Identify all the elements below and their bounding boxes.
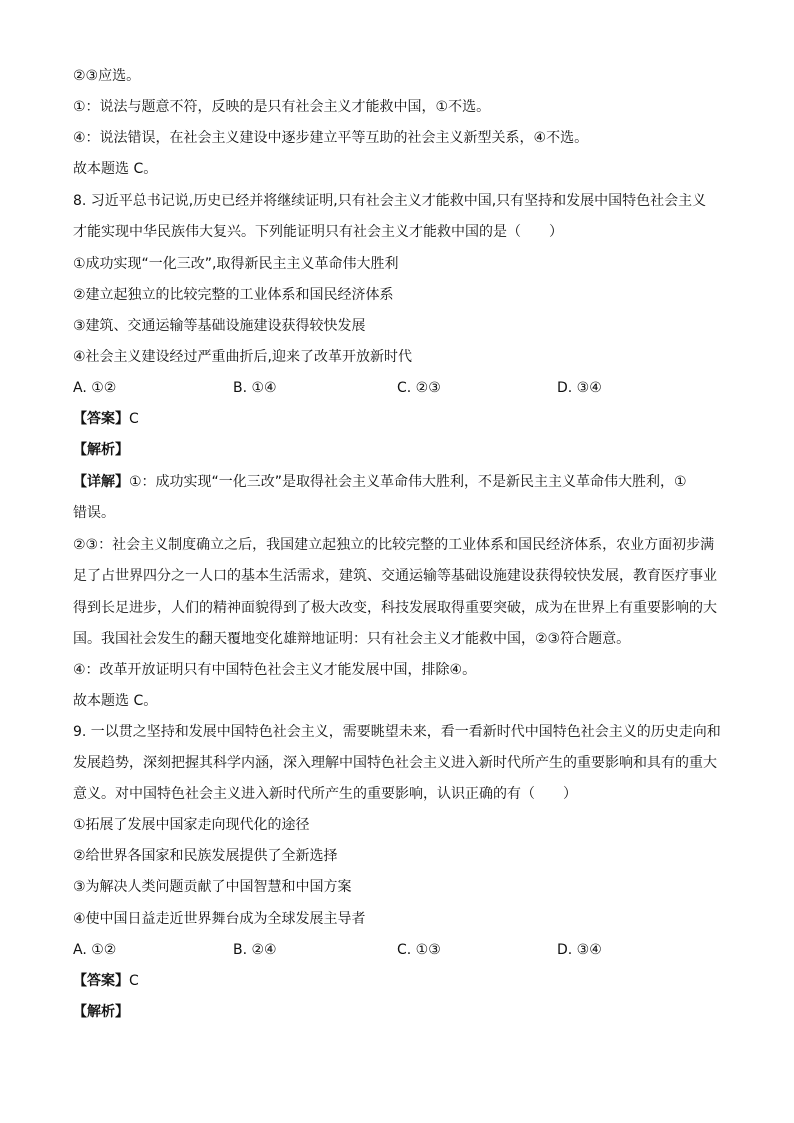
q8-stem-line-2: 才能实现中华民族伟大复兴。下列能证明只有社会主义才能救中国的是（ ） <box>73 224 563 240</box>
q8-answer-line <box>73 409 139 429</box>
q8-detail-line-5: 得到长足进步，人们的精神面貌得到了极大改变，科技发展取得重要突破，成为在世界上有重要影响的大 <box>73 600 717 616</box>
q9-stem-line-3: 意义。对中国特色社会主义进入新时代所产生的重要影响，认识正确的有（ ） <box>73 786 577 802</box>
prev-note-1: ①：说法与题意不符，反映的是只有社会主义才能救中国，①不选。 <box>73 99 491 115</box>
prev-note-4: ④：说法错误，在社会主义建设中逐步建立平等互助的社会主义新型关系，④不选。 <box>73 130 589 146</box>
q8-detail-line-8: 故本题选 C。 <box>73 693 158 709</box>
q8-item-2: ②建立起独立的比较完整的工业体系和国民经济体系 <box>73 287 394 303</box>
q9-item-4: ④使中国日益走近世界舞台成为全球发展主导者 <box>73 911 366 927</box>
q8-detail-tag: 【详解】 <box>73 474 129 490</box>
q9-answer-line <box>73 971 139 991</box>
q8-detail-line-2: 错误。 <box>73 505 115 521</box>
q8-detail-line-7: ④：改革开放证明只有中国特色社会主义才能发展中国，排除④。 <box>73 662 477 678</box>
q9-option-d: D. ③④ <box>557 942 602 958</box>
q8-item-3: ③建筑、交通运输等基础设施建设获得较快发展 <box>73 318 366 334</box>
prev-answer-line: 故本题选 C。 <box>73 161 158 177</box>
q9-option-a: A. ①② <box>73 942 117 958</box>
q8-detail-line-1 <box>73 472 687 492</box>
q9-stem-line-1: 9. 一以贯之坚持和发展中国特色社会主义，需要眺望未来，看一看新时代中国特色社会主义的历史走向和 <box>73 724 721 740</box>
prev-conclusion: ②③应选。 <box>73 68 141 84</box>
q8-detail-text-1: ①：成功实现“一化三改”是取得社会主义革命伟大胜利，不是新民主主义革命伟大胜利，① <box>129 474 687 490</box>
q9-option-b: B. ②④ <box>233 942 277 958</box>
q8-item-4: ④社会主义建设经过严重曲折后,迎来了改革开放新时代 <box>73 349 412 365</box>
q8-item-1: ①成功实现“一化三改”,取得新民主主义革命伟大胜利 <box>73 256 399 272</box>
q8-detail-line-6: 国。我国社会发生的翻天覆地变化雄辩地证明：只有社会主义才能救中国，②③符合题意。 <box>73 631 631 647</box>
q8-answer-tag: 【答案】 <box>73 411 129 427</box>
q8-option-b: B. ①④ <box>233 380 277 396</box>
q8-answer-value: C <box>129 411 139 427</box>
q8-option-d: D. ③④ <box>557 380 602 396</box>
q8-option-c: C. ②③ <box>397 380 441 396</box>
q9-stem-line-2: 发展趋势，深刻把握其科学内涵，深入理解中国特色社会主义进入新时代所产生的重要影响和具有的重大 <box>73 755 717 771</box>
q8-analysis-tag: 【解析】 <box>73 442 129 458</box>
q9-option-c: C. ①③ <box>397 942 441 958</box>
q8-detail-line-4: 足了占世界四分之一人口的基本生活需求，建筑、交通运输等基础设施建设获得较快发展，教育医疗事业 <box>73 568 717 584</box>
q8-stem-line-1: 8. 习近平总书记说,历史已经并将继续证明,只有社会主义才能救中国,只有坚持和发展中国特色社会主义 <box>73 193 707 209</box>
q9-item-3: ③为解决人类问题贡献了中国智慧和中国方案 <box>73 879 352 895</box>
q9-item-1: ①拓展了发展中国家走向现代化的途径 <box>73 817 310 833</box>
q9-answer-tag: 【答案】 <box>73 973 129 989</box>
q8-option-a: A. ①② <box>73 380 117 396</box>
q8-detail-line-3: ②③：社会主义制度确立之后，我国建立起独立的比较完整的工业体系和国民经济体系，农业方面初步满 <box>73 537 715 553</box>
q9-item-2: ②给世界各国家和民族发展提供了全新选择 <box>73 848 338 864</box>
q9-analysis-tag: 【解析】 <box>73 1004 129 1020</box>
q9-answer-value: C <box>129 973 139 989</box>
